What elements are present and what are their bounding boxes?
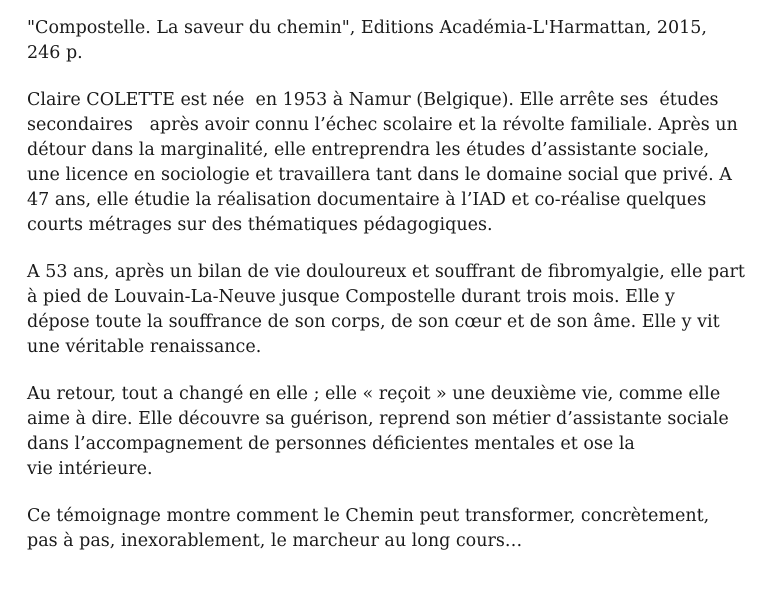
text-line: 47 ans, elle étudie la réalisation documentaire à l’IAD et co-réalise quelques [27, 190, 707, 210]
return-paragraph [27, 382, 772, 482]
text-line: courts métrages sur des thématiques pédagogiques. [27, 215, 493, 235]
text-line: dépose toute la souffrance de son corps, de son cœur et de son âme. Elle y vit [27, 312, 720, 332]
text-line: "Compostelle. La saveur du chemin", Editions Académia-L'Harmattan, 2015, [27, 18, 707, 38]
text-line: aime à dire. Elle découvre sa guérison, reprend son métier d’assistante sociale [27, 409, 729, 429]
testimony-paragraph [27, 504, 772, 554]
text-line: une licence en sociologie et travaillera tant dans le domaine social que privé. A [27, 165, 732, 185]
text-line: pas à pas, inexorablement, le marcheur au long cours… [27, 531, 523, 551]
text-line: 246 p. [27, 43, 83, 63]
book-reference-paragraph [27, 16, 772, 66]
text-line: Ce témoignage montre comment le Chemin peut transformer, concrètement, [27, 506, 710, 526]
document-body [27, 16, 772, 576]
author-bio-paragraph [27, 88, 772, 238]
pilgrimage-paragraph [27, 260, 772, 360]
text-line: une véritable renaissance. [27, 337, 262, 357]
text-line: A 53 ans, après un bilan de vie douloureux et souffrant de fibromyalgie, elle part [27, 262, 745, 282]
text-line: à pied de Louvain-La-Neuve jusque Compostelle durant trois mois. Elle y [27, 287, 675, 307]
text-line: vie intérieure. [27, 459, 153, 479]
text-line: détour dans la marginalité, elle entreprendra les études d’assistante sociale, [27, 140, 710, 160]
text-line: dans l’accompagnement de personnes déficientes mentales et ose la [27, 434, 635, 454]
text-line: secondaires après avoir connu l’échec scolaire et la révolte familiale. Après un [27, 115, 738, 135]
text-line: Claire COLETTE est née en 1953 à Namur (Belgique). Elle arrête ses études [27, 90, 719, 110]
text-line: Au retour, tout a changé en elle ; elle « reçoit » une deuxième vie, comme elle [27, 384, 721, 404]
